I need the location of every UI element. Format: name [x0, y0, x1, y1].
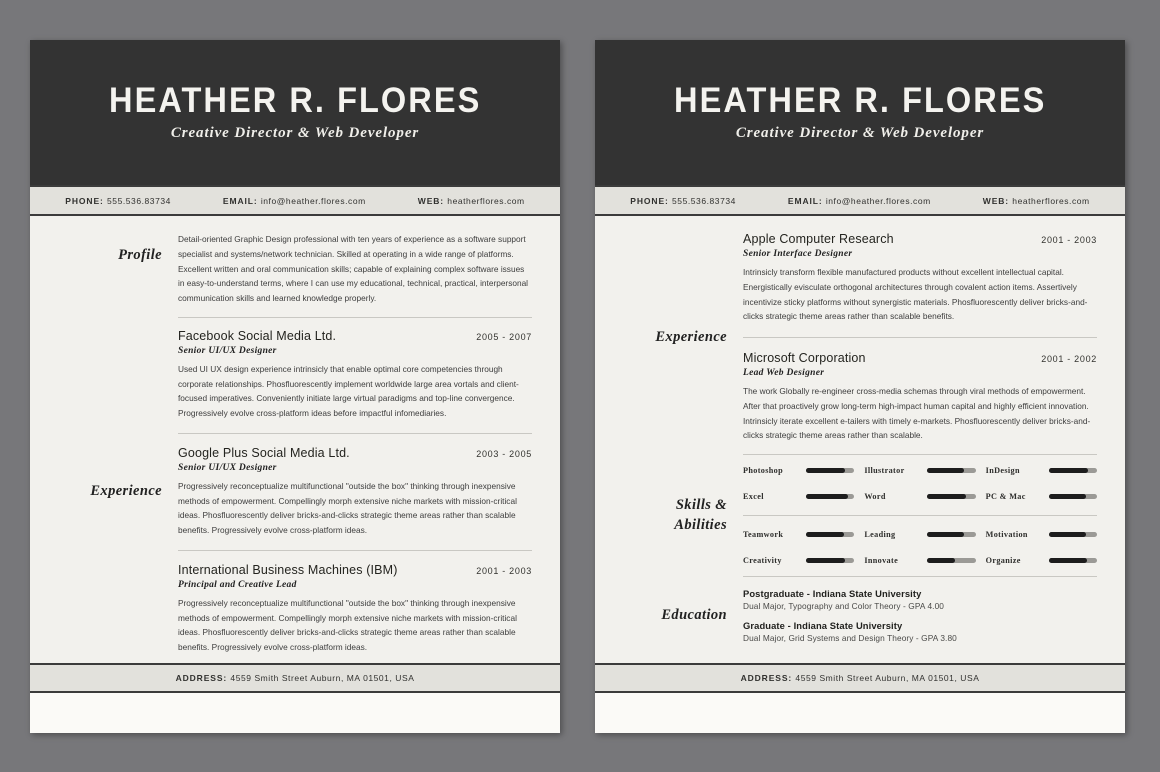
education-detail: Dual Major, Typography and Color Theory - GPA 4.00: [743, 601, 945, 612]
section-skills: [595, 466, 1125, 565]
skill-grid-personal: [743, 530, 1097, 565]
skill-bar: [927, 468, 975, 473]
section-experience: [595, 216, 1125, 443]
resume-body-right: [595, 216, 1125, 684]
address-value: 4559 Smith Street Auburn, MA 01501, USA: [230, 673, 415, 683]
footer-address-left: [30, 663, 560, 693]
skill-bar-fill: [927, 494, 966, 499]
experience-item: [178, 446, 532, 538]
experience-item: [743, 232, 1097, 324]
contact-strip-right: [595, 185, 1125, 216]
divider: [178, 433, 532, 434]
skill-bar-fill: [1049, 468, 1089, 473]
divider: [178, 317, 532, 318]
experience-item: [743, 351, 1097, 443]
skill-label: Teamwork: [743, 530, 784, 540]
job-company: Microsoft Corporation: [743, 351, 866, 366]
skill-label: Motivation: [985, 530, 1028, 540]
skill-label: InDesign: [985, 466, 1020, 476]
page-bottom-margin: [595, 693, 1125, 733]
resume-page-right: [595, 40, 1125, 733]
job-role: Lead Web Designer: [743, 368, 825, 379]
resume-body-left: [30, 216, 560, 684]
skill-bar-fill: [806, 494, 848, 499]
job-role: Senior Interface Designer: [743, 249, 853, 259]
skill-bar: [1049, 494, 1097, 499]
skill-label: Excel: [743, 492, 764, 502]
section-label-experience: Experience: [90, 483, 162, 500]
skill-item: [743, 466, 854, 475]
section-label-profile: Profile: [118, 247, 162, 263]
skill-bar: [806, 494, 854, 499]
footer-address-right: [595, 663, 1125, 693]
address-label: ADDRESS:: [175, 673, 231, 683]
skill-label: Photoshop: [743, 466, 784, 476]
job-dates: 2005 - 2007: [476, 331, 532, 342]
job-role: Principal and Creative Lead: [178, 579, 297, 590]
contact-email-label: EMAIL:: [222, 195, 261, 206]
skill-label: PC & Mac: [985, 492, 1026, 502]
section-experience: [30, 329, 560, 655]
skill-label: Leading: [864, 530, 896, 540]
skill-label: Innovate: [864, 556, 899, 566]
skill-item: [743, 530, 854, 539]
skill-bar-fill: [806, 468, 845, 473]
masthead-right: [595, 40, 1125, 185]
skill-label: Creativity: [743, 556, 782, 566]
skill-item: [986, 556, 1097, 565]
candidate-tagline: Creative Director & Web Developer: [735, 125, 985, 141]
contact-web-label: WEB:: [417, 195, 448, 206]
job-dates: 2003 - 2005: [476, 448, 532, 459]
contact-phone-label: PHONE:: [630, 195, 673, 206]
contact-email: [788, 196, 931, 206]
skill-bar: [806, 468, 854, 473]
divider: [743, 576, 1097, 577]
skill-label: Word: [864, 492, 886, 502]
job-company: Apple Computer Research: [743, 232, 894, 246]
skill-item: [986, 530, 1097, 539]
resume-page-left: [30, 40, 560, 733]
contact-web: [418, 196, 525, 206]
skill-bar-fill: [1049, 494, 1087, 499]
education-item: [743, 620, 1097, 643]
contact-email: [223, 196, 366, 206]
skill-item: [986, 466, 1097, 475]
skill-item: [986, 492, 1097, 501]
education-detail: Dual Major, Grid Systems and Design Theory - GPA 3.80: [743, 633, 957, 644]
job-company: Google Plus Social Media Ltd.: [178, 445, 350, 460]
job-company: Facebook Social Media Ltd.: [178, 328, 337, 343]
skill-bar-fill: [927, 532, 963, 537]
job-description: The work Globally re-engineer cross-media schemas through viral methods of empowerment. After that proactively grow long-term high-impact human capital and highly efficient innovation. Intrinsicly iterate excellent e-tailers with timely e-markets. Phosfluorescently deliver bricks-and-clicks strategic theme areas rather than scalable.: [743, 386, 1091, 441]
experience-item: [178, 563, 532, 655]
contact-phone-label: PHONE:: [65, 195, 108, 206]
contact-phone: [65, 196, 171, 206]
masthead-left: [30, 40, 560, 185]
skill-item: [864, 556, 975, 565]
education-title: Postgraduate - Indiana State University: [743, 588, 922, 600]
job-description: Used UI UX design experience intrinsicly that enable optimal core competencies through corporate relationships. Phosfluorescently implement worldwide large area vortals and client-focused imperatives. Conveniently initiate large virtual paradigms and top-line convergence. Progressively evolve cross-platform ideas before impactful infomediaries.: [178, 363, 519, 419]
job-dates: 2001 - 2003: [476, 565, 532, 576]
skill-bar: [1049, 558, 1097, 563]
section-education: [595, 588, 1125, 643]
contact-phone: [630, 196, 736, 206]
job-description: Intrinsicly transform flexible manufactured products without excellent intellectual capital. Energistically evisculate orthogonal architectures through covalent action items. Assertively incentivize sticky platforms without synergistic materials. Phosfluorescently deliver bricks-and-clicks strategic theme areas rather than scalable benefits.: [743, 267, 1088, 322]
skill-bar: [806, 532, 854, 537]
contact-email-value: info@heather.flores.com: [260, 195, 366, 206]
skill-bar-fill: [806, 558, 845, 563]
section-label-skills: [623, 466, 743, 565]
job-description: Progressively reconceptualize multifunctional "outside the box" thinking through inexpensive methods of empowerment. Compellingly morph extensive niche markets with mission-critical ideas. Phosfluorescently deliver bricks-and-clicks strategic theme areas rather than scalable benefits. Progressively evolve cross-platform ideas.: [178, 597, 517, 653]
skill-bar: [927, 494, 975, 499]
experience-item: [178, 329, 532, 421]
skill-bar: [1049, 468, 1097, 473]
skill-bar-fill: [806, 532, 844, 537]
divider: [743, 337, 1097, 338]
skill-item: [743, 556, 854, 565]
contact-strip-left: [30, 185, 560, 216]
skill-bar: [806, 558, 854, 563]
contact-email-value: info@heather.flores.com: [825, 195, 931, 206]
job-company: International Business Machines (IBM): [178, 562, 398, 577]
skill-bar-fill: [1049, 532, 1087, 537]
contact-web-value: heatherflores.com: [447, 195, 525, 206]
skill-grid-software: [743, 466, 1097, 501]
skill-label: Illustrator: [864, 466, 905, 476]
contact-email-label: EMAIL:: [787, 195, 826, 206]
skill-item: [864, 466, 975, 475]
skill-bar: [927, 532, 975, 537]
candidate-tagline: Creative Director & Web Developer: [170, 125, 420, 141]
divider: [178, 550, 532, 551]
skill-item: [743, 492, 854, 501]
divider: [743, 515, 1097, 516]
skill-bar-fill: [1049, 558, 1088, 563]
job-role: Senior UI/UX Designer: [178, 345, 277, 356]
skill-bar-fill: [927, 558, 955, 563]
education-title: Graduate - Indiana State University: [743, 620, 903, 632]
job-dates: 2001 - 2002: [1041, 354, 1097, 365]
skills-label-line2: Abilities: [674, 516, 727, 533]
divider: [743, 454, 1097, 455]
section-profile: [30, 216, 560, 306]
skill-bar: [927, 558, 975, 563]
job-role: Senior UI/UX Designer: [178, 462, 277, 473]
skills-label-line1: Skills &: [675, 497, 727, 514]
skill-item: [864, 530, 975, 539]
candidate-name: HEATHER R. FLORES: [108, 81, 482, 120]
contact-web: [983, 196, 1090, 206]
skill-label: Organize: [985, 556, 1021, 566]
skill-bar-fill: [927, 468, 964, 473]
contact-web-value: heatherflores.com: [1012, 195, 1090, 206]
section-label-experience: Experience: [655, 328, 727, 345]
section-label-education: Education: [661, 606, 727, 623]
skill-item: [864, 492, 975, 501]
candidate-name: HEATHER R. FLORES: [673, 81, 1047, 120]
profile-text: Detail-oriented Graphic Design professional with ten years of experience as a software support specialist and systems/network technician. Skilled at operating in a wide range of platforms. Excellent written and oral communication skills; capable of explaining complex software issues in easy-to-understand terms, where I can use my educational, technical, practical, interpersonal communication skills and learned knowledge properly.: [178, 234, 529, 304]
contact-phone-value: 555.536.83734: [672, 195, 736, 206]
contact-web-label: WEB:: [982, 195, 1013, 206]
contact-phone-value: 555.536.83734: [107, 195, 171, 206]
page-bottom-margin: [30, 693, 560, 733]
skill-bar: [1049, 532, 1097, 537]
job-description: Progressively reconceptualize multifunctional "outside the box" thinking through inexpensive methods of empowerment. Compellingly morph extensive niche markets with mission-critical ideas. Phosfluorescently deliver bricks-and-clicks strategic theme areas rather than scalable benefits. Progressively evolve cross-platform ideas.: [178, 480, 517, 536]
education-item: [743, 588, 1097, 611]
job-dates: 2001 - 2003: [1041, 235, 1097, 245]
address-value: 4559 Smith Street Auburn, MA 01501, USA: [795, 673, 980, 683]
address-label: ADDRESS:: [740, 673, 796, 683]
